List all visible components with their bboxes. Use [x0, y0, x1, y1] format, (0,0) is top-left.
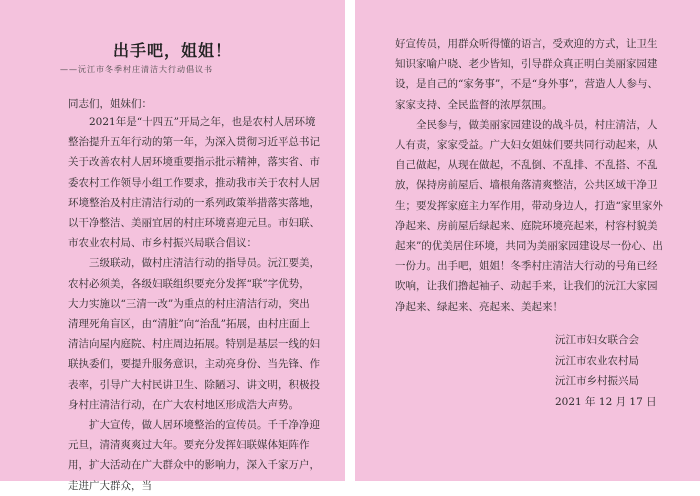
signatory: 沅江市妇女联合会: [555, 334, 639, 346]
paragraph: 三级联动，做村庄清洁行动的指导员。沅江要美，农村必须美，各级妇联组织要充分发挥“联”字优势，大力实施以“三清一改”为重点的村庄清洁行动，突出清理死角盲区，由“清脏”向“治乱”拓展，由村庄面上清洁向屋内庭院、村庄周边拓展。特别是基层一线的妇联执委们，要提升服务意识，主动亮身份、当先锋、作表率，引导广大村民讲卫生、除陋习、讲文明，积极投身村庄清洁行动，在广大农村地区形成浩大声势。: [68, 257, 320, 411]
signature-block: [555, 330, 665, 412]
paragraph: 好宣传员，用群众听得懂的语言，受欢迎的方式，让卫生知识家喻户晓、老少皆知，引导群众真正明白美丽家园建设，是自己的“家务事”，不是“身外事”，营造人人参与、家家支持、全民监督的浓厚氛围。: [395, 38, 658, 111]
document-page-left: [0, 0, 345, 492]
paragraph: 2021年是“十四五”开局之年，也是农村人居环境整治提升五年行动的第一年，为深入贯彻习近平总书记关于改善农村人居环境重要指示批示精神，落实省、市委农村工作领导小组工作要求，推动我市关于农村人居环境整治及村庄清洁行动的一系列政策举措落实落地，以干净整洁、美丽宜居的村庄环境喜迎元旦。市妇联、市农业农村局、市乡村振兴局联合倡议：: [68, 116, 320, 250]
paragraph: 扩大宣传，做人居环境整治的宣传员。千千净净迎元旦，清清爽爽过大年。要充分发挥妇联媒体矩阵作用，扩大活动在广大群众中的影响力，深入千家万户，走进广大群众，当: [68, 419, 320, 492]
document-title: 出手吧，姐姐！: [112, 41, 232, 60]
signatory: 沅江市农业农村局: [555, 354, 639, 367]
right-body: [395, 34, 667, 317]
paragraph: 全民参与，做美丽家园建设的战斗员，村庄清洁，人人有责，家家受益。广大妇女姐妹们要共同行动起来，从自己做起，从现在做起，不乱倒、不乱排、不乱搭、不乱放，保持房前屋后、墙根角落清爽整洁，公共区域干净卫生；要发挥家庭主力军作用，带动身边人，打造“家里家外净起来、房前屋后绿起来、庭院环境亮起来，村容村貌美起来”的优美居住环境，共同为美丽家园建设尽一份心、出一份力。出手吧，姐姐！冬季村庄清洁大行动的号角已经吹响，让我们撸起袖子、动起手来，让我们的沅江大家园净起来、绿起来、亮起来、美起来！: [395, 118, 663, 313]
signatory: 沅江市乡村振兴局: [555, 375, 639, 387]
document-subtitle: ——沅江市冬季村庄清洁大行动倡议书: [60, 65, 213, 74]
left-body: [68, 112, 320, 496]
greeting: 同志们，姐妹们：: [68, 98, 152, 110]
document-page-right: [355, 0, 700, 481]
document-date: 2021 年 12 月 17 日: [555, 395, 657, 408]
